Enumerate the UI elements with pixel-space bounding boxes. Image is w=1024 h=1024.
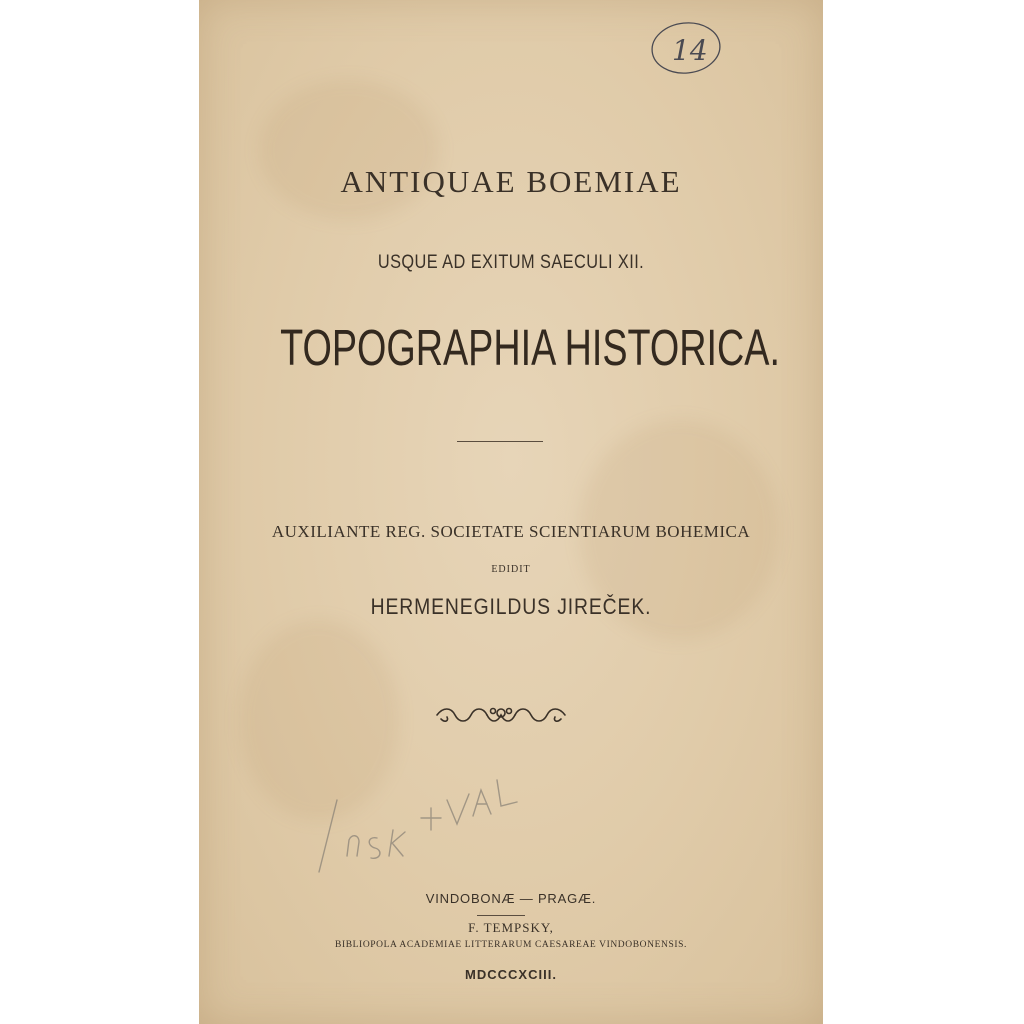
imprint-rule	[477, 915, 525, 916]
divider-rule	[457, 441, 543, 442]
edidit-line: EDIDIT	[491, 564, 531, 575]
publisher-name: F. TEMPSKY,	[468, 920, 554, 935]
title-line-2: USQUE AD EXITUM SAECULI XII.	[377, 252, 645, 273]
ornament-flourish-icon	[433, 703, 569, 727]
publisher-detail: BIBLIOPOLA ACADEMIAE LITTERARUM CAESAREAE VINDOBONENSIS.	[335, 940, 687, 950]
imprint-place: VINDOBONÆ — PRAGÆ.	[425, 891, 597, 906]
main-title: TOPOGRAPHIA HISTORICA.	[280, 319, 780, 376]
author-name: HERMENEGILDUS JIREČEK.	[370, 594, 652, 619]
pencil-annotation	[307, 760, 527, 880]
circled-number-annotation	[648, 18, 726, 78]
auxiliante-line: AUXILIANTE REG. SOCIETATE SCIENTIARUM BOHEMICA	[271, 522, 751, 541]
title-line-1: ANTIQUAE BOEMIAE	[340, 164, 682, 199]
title-page	[199, 0, 823, 1024]
publication-year: MDCCCXCIII.	[465, 967, 557, 982]
circled-number-text: 14	[672, 34, 708, 67]
